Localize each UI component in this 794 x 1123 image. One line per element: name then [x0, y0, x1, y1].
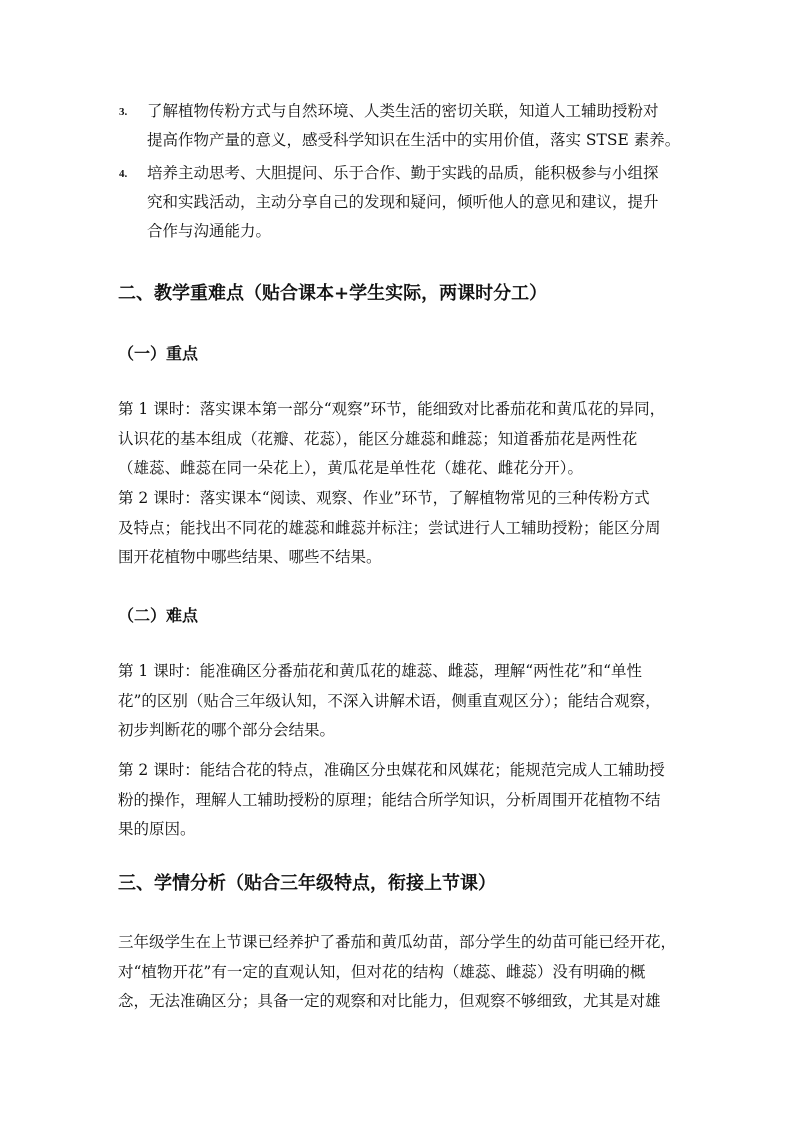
list-number: 3. [119, 106, 128, 118]
list-item-text: 培养主动思考、大胆提问、乐于合作、勤于实践的品质，能积极参与小组探 究和实践活动，主动分享自己的发现和疑问，倾听他人的意见和建议，提升 合作与沟通能力。 [147, 164, 659, 240]
learner-analysis-paragraph: 三年级学生在上节课已经养护了番茄和黄瓜幼苗，部分学生的幼苗可能已经开花， 对“植物开花”有一定的直观认知，但对花的结构（雄蕊、雌蕊）没有明确的概 念，无法准确区分；具备一定的观察和对比能力，但观察不够细致，尤其是对雄 [118, 933, 677, 1010]
list-item-4 [119, 159, 689, 246]
difficulties-lesson2: 第 2 课时：能结合花的特点，准确区分虫媒花和风媒花；能规范完成人工辅助授 粉的操作，理解人工辅助授粉的原理；能结合所学知识，分析周围开花植物不结 果的原因。 [118, 761, 665, 838]
section-heading-difficulties: 二、教学重难点（贴合课本+学生实际，两课时分工） [118, 283, 548, 304]
key-points-lesson2: 第 2 课时：落实课本“阅读、观察、作业”环节，了解植物常见的三种传粉方式 及特点；能找出不同花的雄蕊和雌蕊并标注；尝试进行人工辅助授粉；能区分周 围开花植物中哪些结果、哪些不结果。 [118, 489, 661, 566]
difficulties-lesson1: 第 1 课时：能准确区分番茄花和黄瓜花的雄蕊、雌蕊，理解“两性花”和“单性 花”的区别（贴合三年级认知，不深入讲解术语，侧重直观区分）；能结合观察， 初步判断花的哪个部分会结果。 [118, 662, 661, 739]
subheading-key-points: （一）重点 [118, 344, 199, 363]
section-heading-learner-analysis: 三、学情分析（贴合三年级特点，衔接上节课） [118, 873, 496, 894]
key-points-lesson1: 第 1 课时：落实课本第一部分“观察”环节，能细致对比番茄花和黄瓜花的异同， 认识花的基本组成（花瓣、花蕊），能区分雄蕊和雌蕊；知道番茄花是两性花 （雄蕊、雌蕊在同一朵花上），黄瓜花是单性花（雄花、雌花分开）。 [118, 400, 666, 477]
list-number: 4. [119, 168, 128, 180]
list-item-3 [119, 97, 689, 155]
list-item-text: 了解植物传粉方式与自然环境、人类生活的密切关联，知道人工辅助授粉对 提高作物产量的意义，感受科学知识在生活中的实用价值，落实 STSE 素养。 [147, 102, 681, 149]
subheading-difficulties: （二）难点 [118, 606, 199, 625]
